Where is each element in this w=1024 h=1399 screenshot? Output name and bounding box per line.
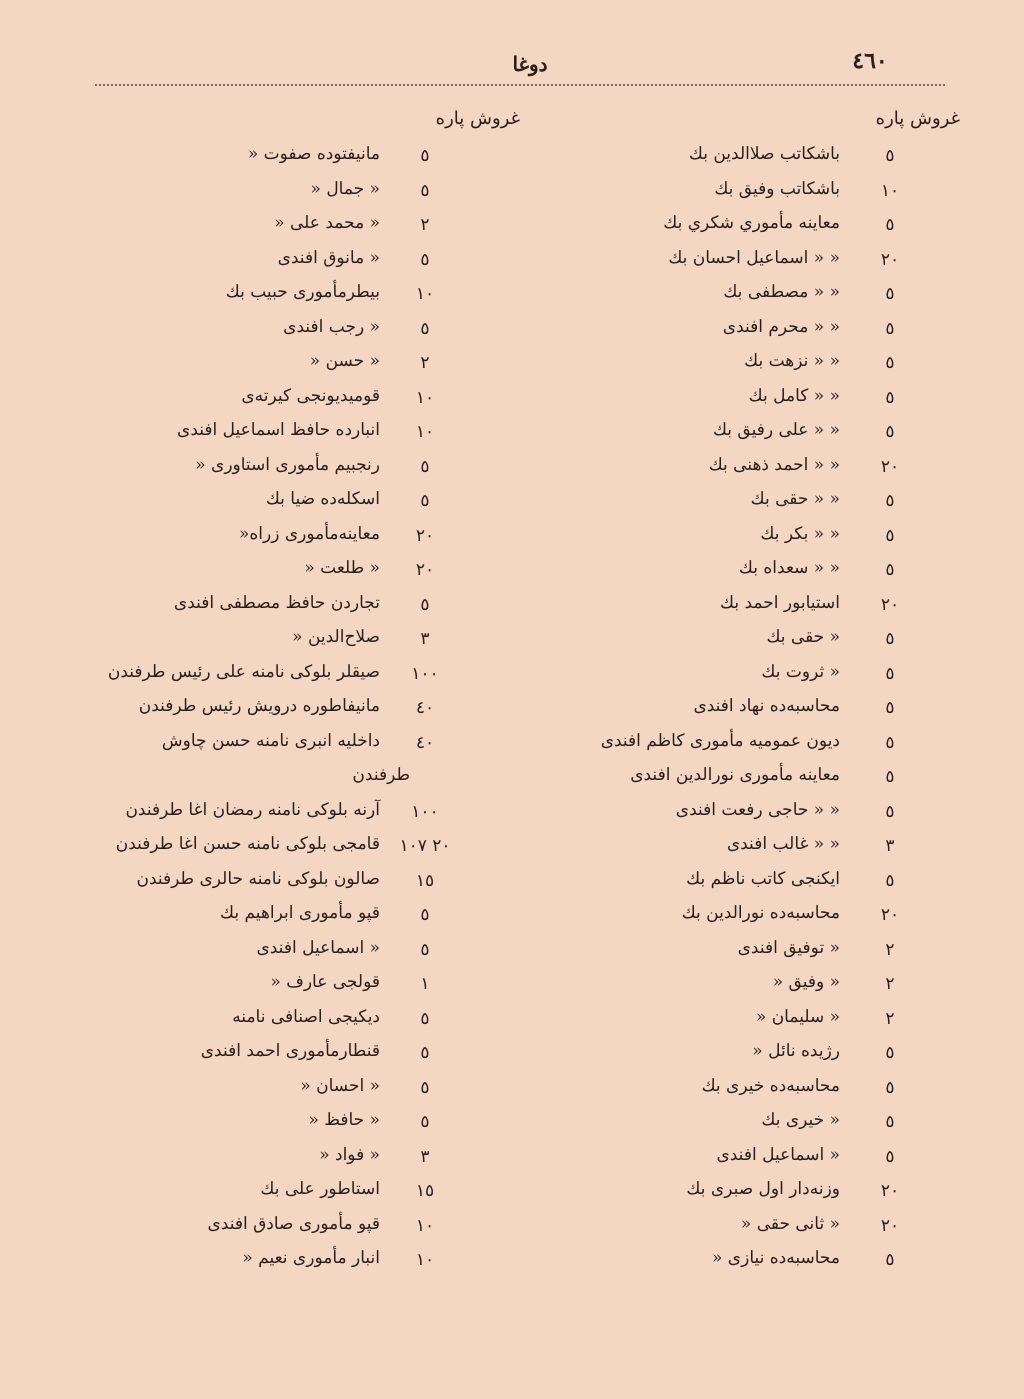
list-item <box>560 453 920 488</box>
donor-name: « « غالب افندى <box>726 834 840 854</box>
amount: ٥ <box>420 905 430 925</box>
amount: ٥ <box>885 491 895 511</box>
amount: ٥ <box>885 387 895 408</box>
amount: ٢٠ <box>880 1215 900 1236</box>
donor-name: « حافظ « <box>308 1110 380 1130</box>
donor-name: « احسان « <box>300 1075 380 1096</box>
donor-name: « رجب افندى <box>283 316 380 337</box>
donor-name: داخليه انبرى نامنه حسن چاوش <box>161 730 380 751</box>
donor-name: « « سعداه بك <box>738 558 840 578</box>
list-item <box>110 556 490 591</box>
donor-name: رنجبيم مأمورى استاورى « <box>195 454 380 475</box>
list-item <box>560 418 920 453</box>
amount: ٢ <box>420 215 430 235</box>
list-item <box>560 1143 920 1178</box>
amount: ٢٠ <box>880 249 900 270</box>
list-item <box>560 901 920 936</box>
list-item <box>560 1212 920 1247</box>
list-item <box>110 867 490 902</box>
list-item <box>560 177 920 212</box>
donor-name: « « محرم افندى <box>722 316 840 337</box>
list-item <box>110 177 490 212</box>
amount: ٥ <box>885 284 895 304</box>
list-item <box>110 1212 490 1247</box>
donor-name: ايكنجى كاتب ناظم بك <box>686 868 840 889</box>
list-item <box>110 315 490 350</box>
amount: ١٠٠ <box>411 801 439 822</box>
amount: ٢٠ <box>880 905 900 925</box>
amount: ٥ <box>885 663 895 684</box>
list-item <box>560 694 920 729</box>
donor-name: آرنه بلوكى نامنه رمضان اغا طرفندن <box>125 799 380 820</box>
list-item <box>560 1108 920 1143</box>
amount: ٥ <box>885 1146 895 1167</box>
list-item <box>560 556 920 591</box>
donor-name: قپو مأمورى صادق افندى <box>207 1213 380 1234</box>
donor-name: صيقلر بلوكى نامنه على رئيس طرفندن <box>107 661 380 682</box>
donor-name: باشكاتب صلاالدين بك <box>688 144 840 164</box>
donor-name: « اسماعيل افندى <box>716 1144 840 1165</box>
amount: ٥ <box>420 249 430 270</box>
list-item <box>560 763 920 798</box>
list-item <box>110 453 490 488</box>
donor-name: صلاح‌الدين « <box>292 627 380 647</box>
list-item <box>110 970 490 1005</box>
right-column-heading: غروش پاره <box>875 108 960 129</box>
amount: ١٠ <box>415 387 435 408</box>
amount: ٥ <box>420 1043 430 1063</box>
donor-name: محاسبه‌ده نيازى « <box>712 1248 840 1268</box>
amount: ٥ <box>885 318 895 339</box>
donor-name: صالون بلوكى نامنه حالرى طرفندن <box>136 868 380 889</box>
amount: ٣ <box>885 836 895 856</box>
amount: ٣ <box>420 1146 430 1167</box>
list-item <box>110 936 490 971</box>
amount: ١٠ <box>415 1215 435 1236</box>
list-item <box>110 591 490 626</box>
donor-name: « « نزهت بك <box>744 351 840 371</box>
header-divider <box>95 84 945 86</box>
left-column-heading: غروش پاره <box>435 108 520 129</box>
list-item <box>110 211 490 246</box>
list-item <box>110 487 490 522</box>
amount: ٥ <box>420 491 430 511</box>
amount: ٤٠ <box>415 698 435 718</box>
amount: ٢٠ <box>880 456 900 477</box>
list-item <box>110 1074 490 1109</box>
amount: ٢ <box>885 939 895 960</box>
list-item <box>110 246 490 281</box>
list-item <box>560 522 920 557</box>
amount: ٥ <box>885 870 895 891</box>
amount: ٥ <box>885 1250 895 1270</box>
donor-name: قپو مأمورى ابراهيم بك <box>220 903 380 923</box>
list-item <box>110 418 490 453</box>
amount: ٥ <box>885 1077 895 1098</box>
donor-name: « ثانى حقى « <box>740 1213 840 1234</box>
amount: ٥ <box>885 422 895 442</box>
amount: ١٠٠ <box>411 663 439 684</box>
list-item <box>560 349 920 384</box>
donor-name: مانيفاطوره درويش رئيس طرفندن <box>138 696 380 716</box>
amount: ١ <box>420 974 430 994</box>
donor-name: قنطارمأمورى احمد افندى <box>200 1041 380 1061</box>
donor-name: « « احمد ذهنى بك <box>708 454 840 475</box>
list-item <box>110 280 490 315</box>
amount: ٥ <box>885 1043 895 1063</box>
amount: ١٠ <box>415 284 435 304</box>
amount: ١٥ <box>415 870 435 891</box>
list-item <box>560 1177 920 1212</box>
donor-name: قوميديونجى كيرته‌ى <box>241 385 380 406</box>
list-item <box>560 1039 920 1074</box>
donor-name: محاسبه‌ده نهاد افندى <box>693 696 840 716</box>
list-item <box>560 142 920 177</box>
list-item <box>110 694 490 729</box>
list-item <box>110 1246 490 1281</box>
amount: ٥ <box>885 560 895 580</box>
amount: ٥ <box>885 215 895 235</box>
amount: ٢ <box>420 353 430 373</box>
amount: ٢٠ <box>880 1181 900 1201</box>
amount: ٥ <box>420 456 430 477</box>
donor-name: تجاردن حافظ مصطفى افندى <box>173 592 380 613</box>
amount: ٥ <box>420 318 430 339</box>
amount: ٢ <box>885 974 895 994</box>
donor-name: معاينه مأمورى نورالدين افندى <box>630 765 840 785</box>
donor-name: معاينه مأموري شكري بك <box>663 213 840 233</box>
amount: ١٠ <box>415 422 435 442</box>
list-item <box>110 832 490 867</box>
list-item <box>110 522 490 557</box>
donor-name: « اسماعيل افندى <box>256 937 380 958</box>
donor-name: محاسبه‌ده خيرى بك <box>701 1075 840 1096</box>
list-item <box>110 1143 490 1178</box>
donor-name: « حقى بك <box>766 627 840 647</box>
list-item-continuation <box>110 763 490 798</box>
amount: ٥ <box>885 525 895 546</box>
list-item <box>110 625 490 660</box>
amount: ٥ <box>885 629 895 649</box>
list-item <box>560 211 920 246</box>
donor-name: « « كامل بك <box>748 385 840 406</box>
donor-name: ديون عموميه مأمورى كاظم افندى <box>600 730 840 751</box>
list-item <box>560 970 920 1005</box>
list-item <box>560 798 920 833</box>
donor-name: « « بكر بك <box>760 523 840 544</box>
amount: ٥ <box>885 801 895 822</box>
page-number: ٤٦٠ <box>852 48 888 74</box>
list-item <box>560 1246 920 1281</box>
amount: ٥ <box>885 732 895 753</box>
list-item <box>110 798 490 833</box>
donor-name: معاينه‌مأمورى زراه« <box>238 523 380 544</box>
list-item <box>560 1074 920 1109</box>
donor-name: « جمال « <box>310 178 380 199</box>
list-item <box>110 1177 490 1212</box>
amount: ٥ <box>885 353 895 373</box>
list-item <box>560 729 920 764</box>
amount: ٥ <box>420 180 430 201</box>
list-item <box>560 936 920 971</box>
donor-name: « « اسماعيل احسان بك <box>668 247 840 268</box>
list-item <box>560 384 920 419</box>
donor-name: مانيفتوده صفوت « <box>247 144 380 164</box>
list-item <box>110 1108 490 1143</box>
amount: ١٠ <box>415 1250 435 1270</box>
donor-name: « طلعت « <box>304 558 380 578</box>
donor-name: انبار مأمورى نعيم « <box>242 1248 380 1268</box>
donor-name: ديكيجى اصنافى نامنه <box>232 1006 380 1027</box>
donor-name: « توفيق افندى <box>737 937 840 958</box>
donor-name: « وفيق « <box>772 972 840 992</box>
amount: ٥ <box>420 1077 430 1098</box>
donor-name: « فواد « <box>319 1144 380 1165</box>
amount: ١٥ <box>415 1181 435 1201</box>
donor-name: « « على رفيق بك <box>712 420 840 440</box>
donor-name: محاسبه‌ده نورالدين بك <box>681 903 840 923</box>
right-column <box>560 142 920 1281</box>
amount: ٢٠ <box>415 525 435 546</box>
continuation-text: طرفندن <box>352 765 410 785</box>
list-item <box>110 729 490 764</box>
amount: ٢٠ ١٠٧ <box>399 836 451 856</box>
amount: ١٠ <box>880 180 900 201</box>
donor-name: قامجى بلوكى نامنه حسن اغا طرفندن <box>115 834 380 854</box>
left-column <box>107 142 490 1281</box>
list-item <box>560 1005 920 1040</box>
list-item <box>560 246 920 281</box>
amount: ٥ <box>420 594 430 615</box>
list-item <box>560 660 920 695</box>
donor-name: « « مصطفى بك <box>723 282 840 302</box>
donor-name: استاطور على بك <box>260 1179 380 1199</box>
donor-name: بيطرمأمورى حبيب بك <box>225 282 380 302</box>
donor-name: « خيرى بك <box>761 1110 840 1130</box>
donor-name: وزنه‌دار اول صبرى بك <box>686 1179 840 1199</box>
amount: ٥ <box>885 767 895 787</box>
amount: ٢٠ <box>880 594 900 615</box>
list-item <box>110 349 490 384</box>
donor-name: اسكله‌ده ضيا بك <box>265 489 380 509</box>
amount: ٥ <box>420 939 430 960</box>
amount: ٥ <box>420 1008 430 1029</box>
donor-name: انبارده حافظ اسماعيل افندى <box>177 420 380 440</box>
donor-name: رژيده نائل « <box>752 1041 840 1061</box>
list-item <box>560 867 920 902</box>
list-item <box>560 832 920 867</box>
list-item <box>110 384 490 419</box>
list-item <box>107 660 490 695</box>
list-item <box>560 487 920 522</box>
list-item <box>560 591 920 626</box>
amount: ٣ <box>420 629 430 649</box>
amount: ٥ <box>885 1112 895 1132</box>
amount: ٥ <box>885 146 895 166</box>
list-item <box>110 1039 490 1074</box>
donor-name: « « حقى بك <box>750 489 840 509</box>
list-item <box>110 142 490 177</box>
list-item <box>560 315 920 350</box>
donor-name: قولجى عارف « <box>270 972 380 992</box>
amount: ٥ <box>420 1112 430 1132</box>
list-item <box>560 625 920 660</box>
amount: ٤٠ <box>415 732 435 753</box>
list-item <box>560 280 920 315</box>
page-title: دوغا <box>512 52 548 76</box>
donor-name: باشكاتب وفيق بك <box>714 178 840 199</box>
amount: ٥ <box>885 698 895 718</box>
amount: ٢٠ <box>415 560 435 580</box>
donor-name: « محمد على « <box>274 213 380 233</box>
donor-name: « سليمان « <box>755 1006 840 1027</box>
amount: ٢ <box>885 1008 895 1029</box>
amount: ٥ <box>420 146 430 166</box>
list-item <box>110 901 490 936</box>
list-item <box>110 1005 490 1040</box>
donor-name: « مانوق افندى <box>277 247 380 268</box>
donor-name: « حسن « <box>309 351 380 371</box>
donor-name: استيابور احمد بك <box>720 592 840 613</box>
donor-name: « ثروت بك <box>761 661 840 682</box>
donor-name: « « حاجى رفعت افندى <box>675 799 840 820</box>
